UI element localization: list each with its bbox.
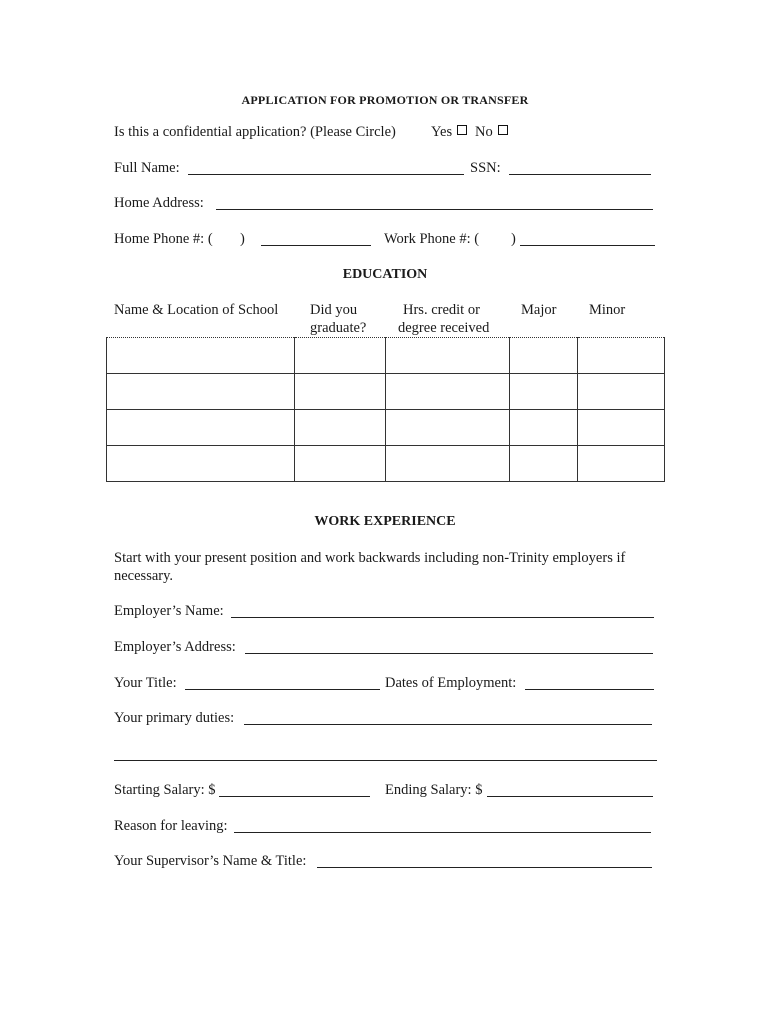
dates-employment-field[interactable]: [525, 689, 654, 690]
home-phone-paren-close: ): [240, 231, 245, 247]
employer-name-field[interactable]: [231, 617, 654, 618]
education-col-major: Major: [521, 302, 557, 318]
starting-salary-field[interactable]: [219, 796, 370, 797]
confidential-yes-checkbox[interactable]: [457, 125, 467, 135]
full-name-label: Full Name:: [114, 160, 180, 176]
table-cell-graduate[interactable]: [295, 410, 386, 446]
ending-salary-label: Ending Salary: $: [385, 782, 483, 798]
home-phone-field[interactable]: [261, 245, 371, 246]
full-name-field[interactable]: [188, 174, 464, 175]
supervisor-field[interactable]: [317, 867, 652, 868]
employer-address-field[interactable]: [245, 653, 653, 654]
table-row: [107, 338, 665, 374]
table-cell-major[interactable]: [510, 374, 578, 410]
table-cell-credit[interactable]: [386, 410, 510, 446]
education-col-graduate-line2: graduate?: [310, 320, 367, 336]
primary-duties-field-line2[interactable]: [114, 760, 657, 761]
education-col-credit-line1: Hrs. credit or: [403, 302, 480, 318]
table-cell-graduate[interactable]: [295, 374, 386, 410]
work-instructions: Start with your present position and work backwards including non-Trinity employers if necessary.: [114, 550, 626, 584]
table-cell-major[interactable]: [510, 410, 578, 446]
education-col-credit-line2: degree received: [398, 320, 490, 336]
table-cell-graduate[interactable]: [295, 338, 386, 374]
work-phone-paren-close: ): [511, 231, 516, 247]
home-phone-label: Home Phone #: (: [114, 231, 213, 247]
confidential-yes-label: Yes: [431, 124, 453, 140]
confidential-no-checkbox[interactable]: [498, 125, 508, 135]
table-cell-school[interactable]: [107, 446, 295, 482]
table-row: [107, 410, 665, 446]
your-title-label: Your Title:: [114, 675, 177, 691]
employer-address-label: Employer’s Address:: [114, 639, 236, 655]
home-address-label: Home Address:: [114, 195, 204, 211]
home-address-field[interactable]: [216, 209, 653, 210]
table-cell-minor[interactable]: [578, 374, 665, 410]
dates-employment-label: Dates of Employment:: [385, 675, 517, 691]
reason-leaving-field[interactable]: [234, 832, 651, 833]
ending-salary-field[interactable]: [487, 796, 653, 797]
form-title: APPLICATION FOR PROMOTION OR TRANSFER: [241, 93, 529, 107]
table-cell-credit[interactable]: [386, 374, 510, 410]
table-cell-credit[interactable]: [386, 446, 510, 482]
education-col-graduate-line1: Did you: [310, 302, 358, 318]
table-cell-minor[interactable]: [578, 446, 665, 482]
work-experience-heading: WORK EXPERIENCE: [314, 514, 456, 529]
table-cell-major[interactable]: [510, 338, 578, 374]
table-cell-major[interactable]: [510, 446, 578, 482]
work-phone-label: Work Phone #: (: [384, 231, 480, 247]
confidential-no-label: No: [475, 124, 493, 140]
table-cell-credit[interactable]: [386, 338, 510, 374]
education-heading: EDUCATION: [342, 267, 428, 282]
ssn-field[interactable]: [509, 174, 651, 175]
ssn-label: SSN:: [470, 160, 501, 176]
primary-duties-label: Your primary duties:: [114, 710, 235, 726]
education-col-school: Name & Location of School: [114, 302, 279, 318]
reason-leaving-label: Reason for leaving:: [114, 818, 228, 834]
education-col-minor: Minor: [589, 302, 626, 318]
starting-salary-label: Starting Salary: $: [114, 782, 216, 798]
confidential-question: Is this a confidential application? (Please Circle): [114, 124, 396, 140]
employer-name-label: Employer’s Name:: [114, 603, 224, 619]
table-row: [107, 374, 665, 410]
table-cell-minor[interactable]: [578, 338, 665, 374]
table-cell-minor[interactable]: [578, 410, 665, 446]
table-cell-school[interactable]: [107, 410, 295, 446]
work-phone-field[interactable]: [520, 245, 655, 246]
your-title-field[interactable]: [185, 689, 380, 690]
table-cell-graduate[interactable]: [295, 446, 386, 482]
table-row: [107, 446, 665, 482]
education-table: [106, 337, 665, 482]
primary-duties-field[interactable]: [244, 724, 652, 725]
table-cell-school[interactable]: [107, 338, 295, 374]
supervisor-label: Your Supervisor’s Name & Title:: [114, 853, 307, 869]
table-cell-school[interactable]: [107, 374, 295, 410]
